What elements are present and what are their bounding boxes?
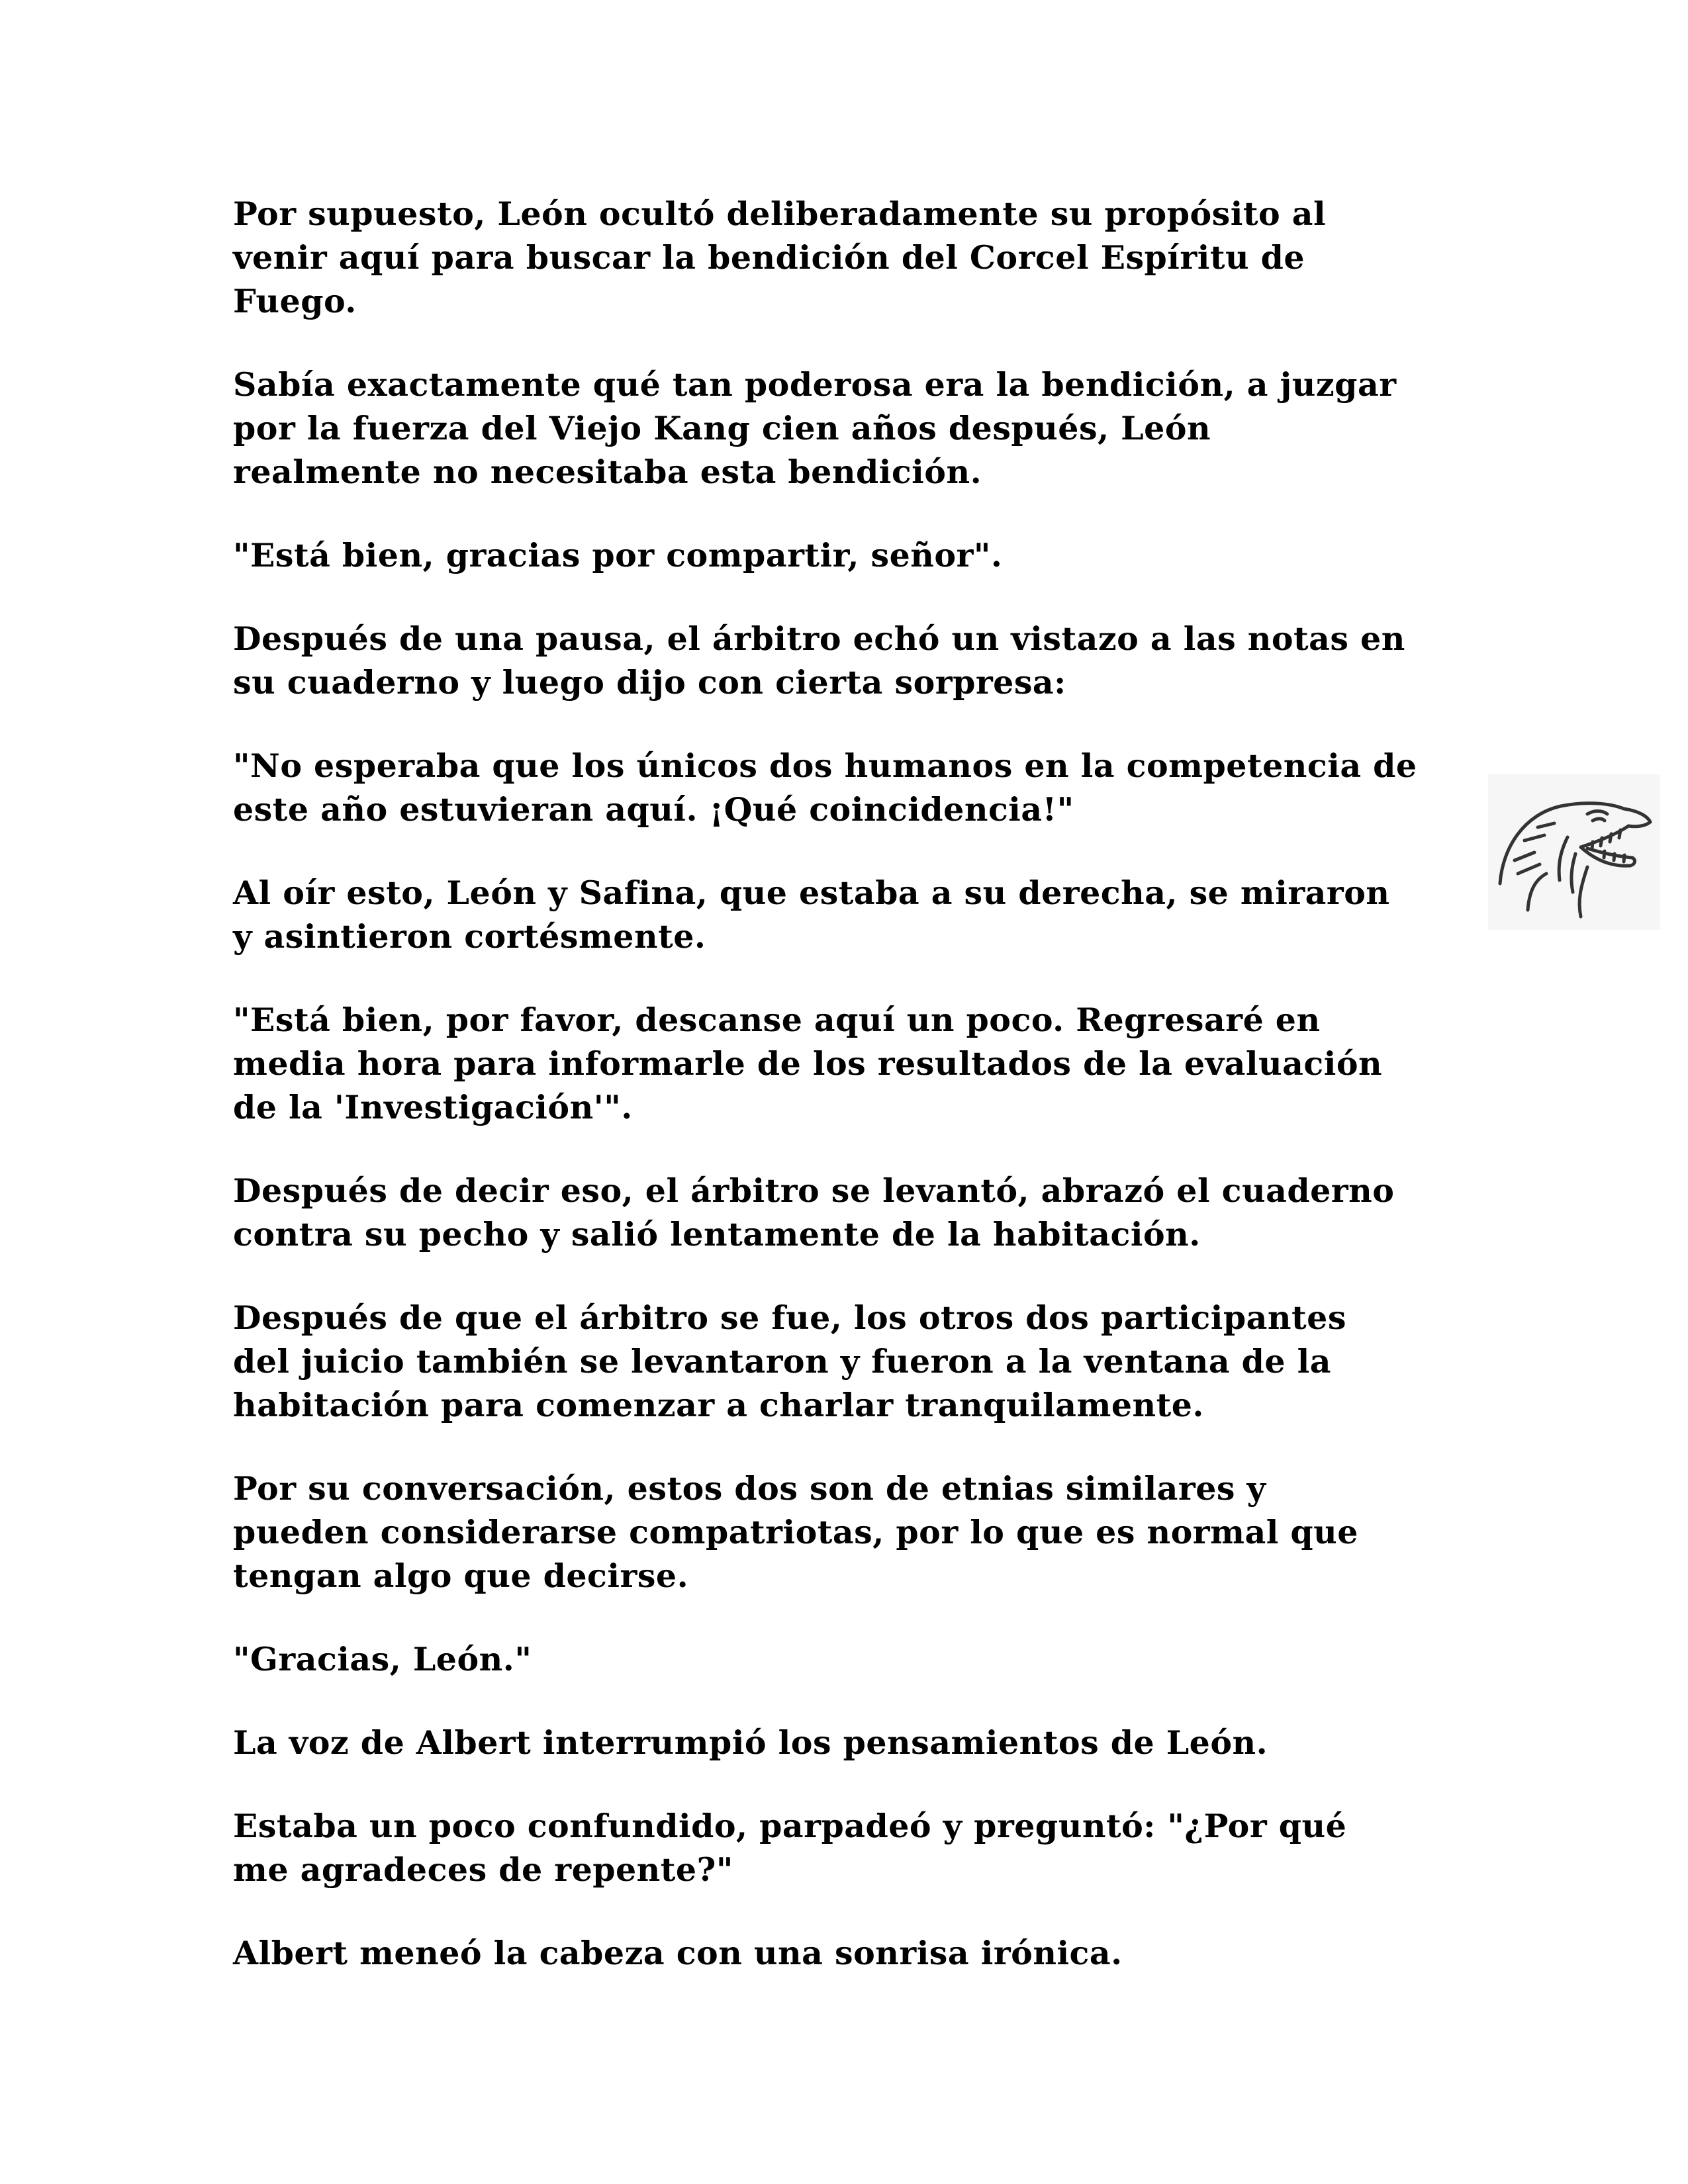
paragraph-5: "No esperaba que los únicos dos humanos en la competencia de este año estuvieran aquí. ¡Qué coincidencia!" xyxy=(233,747,1417,829)
paragraph-11: "Gracias, León." xyxy=(233,1640,532,1678)
document-body xyxy=(233,192,1477,2015)
paragraph-14: Albert meneó la cabeza con una sonrisa irónica. xyxy=(233,1934,1123,1972)
paragraph-2: Sabía exactamente qué tan poderosa era la bendición, a juzgar por la fuerza del Viejo Kang cien años después, León realmente no necesitaba esta bendición. xyxy=(233,365,1397,491)
paragraph-7: "Está bien, por favor, descanse aquí un poco. Regresaré en media hora para informarle de los resultados de la evaluación de la 'Investigación'". xyxy=(233,1001,1383,1126)
dinosaur-head-icon xyxy=(1488,774,1660,930)
paragraph-3: "Está bien, gracias por compartir, señor". xyxy=(233,536,1003,574)
paragraph-8: Después de decir eso, el árbitro se levantó, abrazó el cuaderno contra su pecho y salió lentamente de la habitación. xyxy=(233,1171,1395,1253)
paragraph-9: Después de que el árbitro se fue, los otros dos participantes del juicio también se levantaron y fueron a la ventana de la habitación para comenzar a charlar tranquilamente. xyxy=(233,1298,1346,1424)
paragraph-4: Después de una pausa, el árbitro echó un vistazo a las notas en su cuaderno y luego dijo con cierta sorpresa: xyxy=(233,619,1405,702)
paragraph-1: Por supuesto, León ocultó deliberadamente su propósito al venir aquí para buscar la bendición del Corcel Espíritu de Fuego. xyxy=(233,195,1327,320)
paragraph-13: Estaba un poco confundido, parpadeó y preguntó: "¿Por qué me agradeces de repente?" xyxy=(233,1807,1347,1889)
paragraph-6: Al oír esto, León y Safina, que estaba a su derecha, se miraron y asintieron cortésmente. xyxy=(233,874,1390,956)
paragraph-12: La voz de Albert interrumpió los pensamientos de León. xyxy=(233,1723,1268,1762)
paragraph-10: Por su conversación, estos dos son de etnias similares y pueden considerarse compatriotas, por lo que es normal que tengan algo que decirse. xyxy=(233,1469,1358,1595)
